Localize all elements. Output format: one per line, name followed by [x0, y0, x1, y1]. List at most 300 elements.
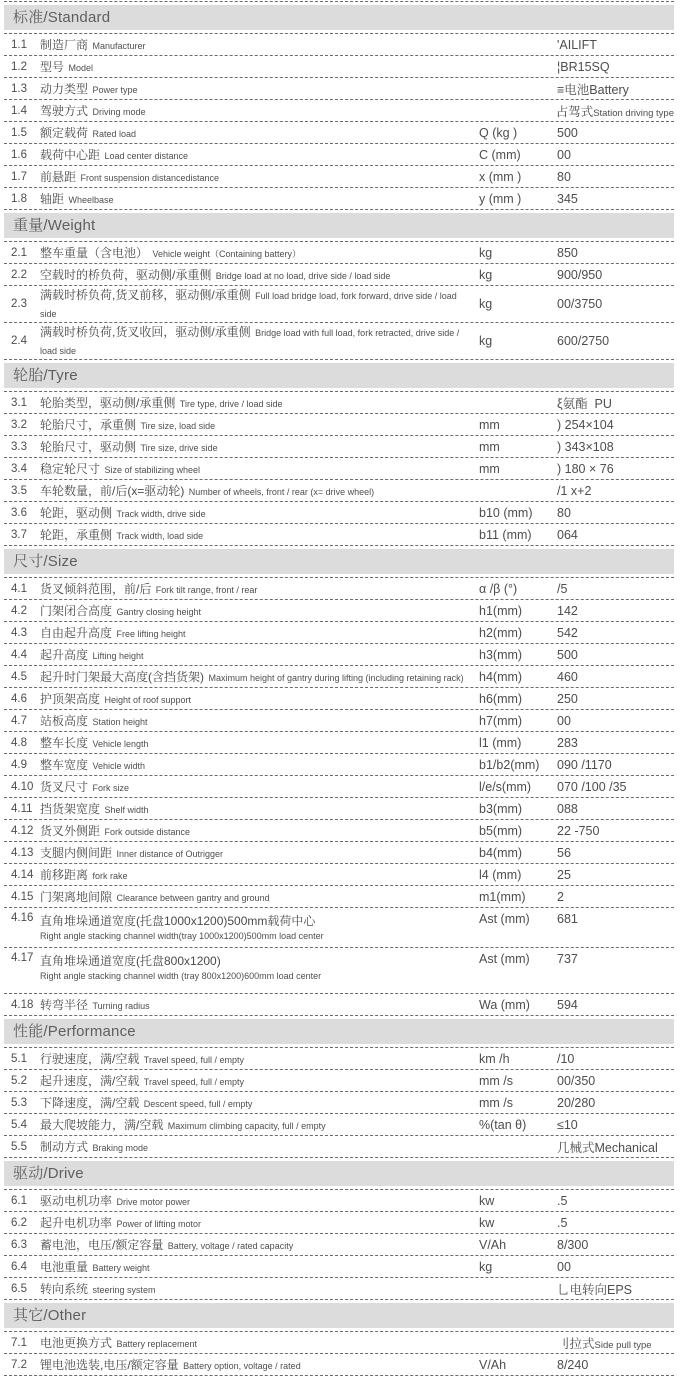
- row-label-en: Front suspension distancedistance: [80, 172, 220, 183]
- row-unit: kg: [479, 297, 493, 311]
- row-label-zh: 门架离地间隙: [40, 889, 113, 904]
- row-label: [40, 504, 479, 522]
- row-value-main: 090 /1170: [557, 757, 612, 772]
- table-row: [4, 776, 674, 798]
- table-row: [4, 1212, 674, 1234]
- row-label: [40, 416, 479, 434]
- row-label-en: Clearance between gantry and ground: [116, 892, 270, 903]
- row-label: [40, 168, 479, 186]
- section-header: 其它/Other: [4, 1303, 674, 1328]
- table-row: [4, 710, 674, 732]
- table-row: [4, 78, 674, 100]
- row-value-main: 542: [557, 625, 578, 640]
- row-number: 3.7: [11, 528, 27, 541]
- row-label-zh: 轴距: [40, 191, 65, 206]
- row-label-zh: 直角堆垛通道宽度(托盘800x1200): [40, 954, 221, 968]
- row-value-main: 500: [557, 125, 578, 140]
- row-unit: Wa (mm): [479, 997, 530, 1012]
- row-value-main: 681: [557, 912, 578, 926]
- row-label-zh: 轮距，承重侧: [40, 527, 113, 542]
- row-label: [40, 394, 479, 412]
- row-number: 4.15: [11, 890, 34, 903]
- row-value: [557, 462, 674, 476]
- table-row: [4, 994, 674, 1016]
- row-unit: h2(mm): [479, 625, 523, 640]
- row-label: [40, 822, 479, 840]
- row-value-main: /1 x+2: [557, 483, 592, 498]
- row-value-main: 25: [557, 867, 571, 882]
- row-value: [557, 1260, 674, 1274]
- section-header: 性能/Performance: [4, 1019, 674, 1044]
- row-number: 2.3: [11, 298, 27, 310]
- row-unit: kw: [479, 1215, 495, 1230]
- table-row: [4, 166, 674, 188]
- row-number: 6.1: [11, 1194, 27, 1207]
- table-row: [4, 414, 674, 436]
- row-unit: %(tan θ): [479, 1117, 527, 1132]
- row-number: 6.3: [11, 1238, 27, 1251]
- row-label: [40, 1280, 479, 1298]
- row-value: [557, 394, 674, 412]
- row-value-main: 00: [557, 713, 571, 728]
- row-unit: mm: [479, 417, 500, 432]
- row-label-zh: 最大爬坡能力，满/空载: [40, 1117, 164, 1132]
- row-number: 4.10: [11, 780, 34, 793]
- row-label-zh: 转弯半径: [40, 997, 89, 1012]
- row-value-main: ) 180 × 76: [557, 461, 614, 476]
- row-label-zh: 下降速度，满/空载: [40, 1095, 140, 1110]
- row-label: [40, 800, 479, 818]
- row-label: [40, 1214, 479, 1232]
- row-number: 4.16: [11, 912, 34, 924]
- row-value: [557, 648, 674, 662]
- row-label-zh: 直角堆垛通道宽度(托盘1000x1200)500mm载荷中心: [40, 914, 316, 928]
- row-value-main: 460: [557, 669, 578, 684]
- row-value: [557, 604, 674, 618]
- row-label: [40, 668, 479, 686]
- row-label-zh: 转向系统: [40, 1281, 89, 1296]
- row-number: 5.1: [11, 1052, 27, 1065]
- row-value-main: ≤10: [557, 1117, 578, 1132]
- row-label-zh: 起升时门架最大高度(含挡货架): [40, 669, 204, 684]
- row-number: 6.5: [11, 1282, 27, 1295]
- section-header-wrap: [4, 360, 674, 392]
- row-value: [557, 1118, 674, 1132]
- row-label-zh: 电池更换方式: [40, 1335, 113, 1350]
- row-value: [557, 297, 674, 311]
- row-unit: Q (kg ): [479, 125, 518, 140]
- row-value-main: 乚电转向EPS: [557, 1282, 633, 1297]
- row-number: 7.2: [11, 1358, 27, 1371]
- row-label-en: Height of roof support: [104, 694, 192, 705]
- row-number: 3.2: [11, 418, 27, 431]
- row-number: 5.5: [11, 1140, 27, 1153]
- row-label-en: Vehicle weight（Containing battery）: [152, 248, 302, 259]
- row-label-zh: 轮距，驱动侧: [40, 505, 113, 520]
- row-unit: x (mm ): [479, 169, 522, 184]
- row-label: [40, 756, 479, 774]
- row-value: [557, 484, 674, 498]
- table-row: [4, 56, 674, 78]
- row-label-en: Lifting height: [92, 650, 144, 661]
- row-value-main: 22 -750: [557, 823, 600, 838]
- row-number: 1.1: [11, 38, 27, 51]
- row-label-en: Travel speed, full / empty: [143, 1054, 245, 1065]
- row-value-main: 00/3750: [557, 297, 603, 311]
- row-value: [557, 780, 674, 794]
- row-value: [557, 170, 674, 184]
- section-header-wrap: [4, 2, 674, 34]
- row-label-en: Rated load: [92, 128, 137, 139]
- row-value-main: 几械式Mechanical: [557, 1140, 658, 1155]
- row-label: [40, 734, 479, 752]
- row-label-en: Wheelbase: [68, 194, 114, 205]
- row-label-en: Power of lifting motor: [116, 1218, 202, 1229]
- row-label: [40, 1094, 479, 1112]
- row-label: [40, 266, 479, 284]
- row-value-main: .5: [557, 1215, 568, 1230]
- table-row: [4, 1092, 674, 1114]
- row-value-main: 283: [557, 735, 578, 750]
- row-unit: b5(mm): [479, 823, 523, 838]
- row-unit: h6(mm): [479, 691, 523, 706]
- table-row: [4, 908, 674, 948]
- table-row: [4, 1190, 674, 1212]
- row-label: [40, 1236, 479, 1254]
- row-value-main: 345: [557, 191, 578, 206]
- row-value: [557, 126, 674, 140]
- row-label: [40, 912, 479, 941]
- row-value-main: 088: [557, 801, 578, 816]
- row-number: 4.17: [11, 952, 34, 964]
- row-label: [40, 80, 479, 98]
- row-unit: h3(mm): [479, 647, 523, 662]
- row-label-en: Descent speed, full / empty: [143, 1098, 253, 1109]
- row-number: 4.5: [11, 670, 27, 683]
- row-unit: b11 (mm): [479, 527, 532, 542]
- row-label-en: Tire size, load side: [140, 420, 216, 431]
- row-value-main: 500: [557, 647, 578, 662]
- row-value-main: 占驾式: [555, 104, 594, 119]
- row-unit: b1/b2(mm): [479, 757, 540, 772]
- row-label-zh: 稳定轮尺寸: [40, 461, 101, 476]
- table-row: [4, 886, 674, 908]
- table-row: [4, 820, 674, 842]
- row-value: [557, 1238, 674, 1252]
- row-label: [40, 244, 479, 262]
- row-label: [40, 1116, 479, 1134]
- row-label-en: Track width, load side: [116, 530, 204, 541]
- row-value-en: Station driving type: [593, 107, 674, 119]
- row-label-en: Maximum height of gantry during lifting (including retaining rack): [208, 672, 464, 683]
- row-label-zh: 门架闭合高度: [40, 603, 113, 618]
- section-header-wrap: [4, 546, 674, 578]
- row-label: [40, 286, 479, 322]
- row-label: [40, 952, 479, 981]
- row-value-main: 'AILIFT: [557, 37, 597, 52]
- row-label-zh: 型号: [40, 59, 65, 74]
- row-value-main: 80: [557, 169, 571, 184]
- row-unit: l4 (mm): [479, 867, 522, 882]
- row-value: [557, 1194, 674, 1208]
- row-value: [557, 506, 674, 520]
- row-value: [557, 626, 674, 640]
- row-value-main: 20/280: [557, 1095, 596, 1110]
- row-label: [40, 712, 479, 730]
- row-value: [557, 582, 674, 596]
- row-value: [557, 192, 674, 206]
- row-number: 2.2: [11, 268, 27, 281]
- row-label-zh: 满载时桥负荷,货叉收回，驱动侧/承重侧: [40, 325, 251, 339]
- row-label-en: Turning radius: [92, 1000, 150, 1011]
- row-label-en: Battery replacement: [116, 1338, 198, 1349]
- row-value: [557, 38, 674, 52]
- row-number: 4.9: [11, 758, 27, 771]
- table-row: [4, 754, 674, 776]
- row-value-main: ¦BR15SQ: [557, 59, 610, 74]
- row-unit: mm: [479, 439, 500, 454]
- row-value: [557, 824, 674, 838]
- row-value: [557, 528, 674, 542]
- table-row: [4, 458, 674, 480]
- row-label-en: Manufacturer: [92, 40, 146, 51]
- table-row: [4, 1332, 674, 1354]
- row-label-en: Full load bridge load, fork forward, drive side / load side: [40, 291, 457, 319]
- table-row: [4, 188, 674, 210]
- row-label-zh: 驾驶方式: [40, 103, 89, 118]
- section-header: 标准/Standard: [4, 5, 674, 30]
- table-row: [4, 1256, 674, 1278]
- row-value: [557, 952, 674, 966]
- row-label-en: Tire type, drive / load side: [179, 398, 283, 409]
- table-row: [4, 264, 674, 286]
- row-label-en: Inner distance of Outrigger: [116, 848, 224, 859]
- row-unit: km /h: [479, 1051, 510, 1066]
- row-label: [40, 438, 479, 456]
- row-value-en: Side pull type: [594, 1339, 652, 1351]
- row-label-en: Model: [68, 62, 93, 73]
- row-label-en: Fork tilt range, front / rear: [155, 584, 258, 595]
- row-value: [557, 1216, 674, 1230]
- row-label-en-line2: Right angle stacking channel width (tray 800x1200)600mm load center: [40, 971, 322, 981]
- row-label: [40, 482, 479, 500]
- row-label: [40, 778, 479, 796]
- row-value-main: 刂拉式: [557, 1336, 595, 1351]
- row-label-zh: 车轮数量，前/后(x=驱动轮): [40, 483, 185, 498]
- row-label-en: Maximum climbing capacity, full / empty: [167, 1120, 326, 1131]
- table-row: [4, 666, 674, 688]
- row-label-zh: 货叉外侧距: [40, 823, 101, 838]
- row-value: [557, 418, 674, 432]
- row-number: 4.2: [11, 604, 27, 617]
- row-value-main: .5: [557, 1193, 568, 1208]
- row-label-en: Vehicle width: [92, 760, 146, 771]
- row-value-main: 142: [557, 603, 578, 618]
- row-label: [40, 1334, 479, 1352]
- table-row: [4, 1136, 674, 1158]
- row-label-en: steering system: [92, 1284, 156, 1295]
- row-label-en: Tire size, drive side: [140, 442, 218, 453]
- row-value-main: 850: [557, 245, 578, 260]
- row-value: [557, 80, 674, 98]
- table-row: [4, 842, 674, 864]
- row-label: [40, 323, 479, 359]
- row-value-main: 8/240: [557, 1357, 589, 1372]
- row-label-en: Bridge load with full load, fork retracted, drive side / load side: [40, 328, 460, 356]
- row-value-main: ) 343×108: [557, 439, 614, 454]
- table-row: [4, 286, 674, 323]
- row-value-main: 900/950: [557, 267, 603, 282]
- row-label-en: Fork outside distance: [104, 826, 191, 837]
- row-number: 6.2: [11, 1216, 27, 1229]
- row-value: [557, 60, 674, 74]
- section-header-wrap: [4, 1158, 674, 1190]
- row-label: [40, 1072, 479, 1090]
- row-label-en: Fork size: [92, 782, 129, 793]
- row-value: [557, 268, 674, 282]
- row-value: [557, 1358, 674, 1372]
- row-label-zh: 动力类型: [40, 81, 89, 96]
- row-number: 5.2: [11, 1074, 27, 1087]
- row-label-zh: 蓄电池，电压/额定容量: [40, 1237, 164, 1252]
- row-value-main: 56: [557, 845, 571, 860]
- table-row: [4, 1114, 674, 1136]
- row-unit: Ast (mm): [479, 912, 530, 926]
- row-label-en: Battery, voltage / rated capacity: [167, 1240, 294, 1251]
- row-label: [40, 36, 479, 54]
- row-label-zh: 站板高度: [40, 713, 89, 728]
- table-row: [4, 948, 674, 994]
- row-label-zh: 行驶速度，满/空载: [40, 1051, 140, 1066]
- row-label: [40, 996, 479, 1014]
- row-value-main: 737: [557, 952, 578, 966]
- row-number: 1.3: [11, 82, 27, 95]
- row-label: [40, 460, 479, 478]
- section-header-wrap: [4, 210, 674, 242]
- table-row: [4, 392, 674, 414]
- row-label: [40, 1356, 479, 1374]
- row-value-main: 594: [557, 997, 578, 1012]
- row-label-en: Braking mode: [92, 1142, 148, 1153]
- row-label: [40, 526, 479, 544]
- row-unit: b3(mm): [479, 801, 523, 816]
- row-value: [557, 1280, 674, 1298]
- row-label: [40, 580, 479, 598]
- table-row: [4, 864, 674, 886]
- row-unit: kg: [479, 1259, 493, 1274]
- section-header: 驱动/Drive: [4, 1161, 674, 1186]
- row-value-main: 00: [557, 1259, 571, 1274]
- table-row: [4, 524, 674, 546]
- row-number: 6.4: [11, 1260, 27, 1273]
- row-label-en: Station height: [92, 716, 148, 727]
- row-value-main: /5: [557, 581, 568, 596]
- row-number: 3.6: [11, 506, 27, 519]
- row-label-en: Vehicle length: [92, 738, 149, 749]
- row-label-en: Gantry closing height: [116, 606, 202, 617]
- row-label-en: Travel speed, full / empty: [143, 1076, 245, 1087]
- row-value: [557, 868, 674, 882]
- row-number: 5.3: [11, 1096, 27, 1109]
- row-label-zh: 驱动电机功率: [40, 1193, 113, 1208]
- row-value-main: 250: [557, 691, 578, 706]
- row-label: [40, 1138, 479, 1156]
- row-unit: mm: [479, 461, 500, 476]
- row-label: [40, 866, 479, 884]
- row-label-zh: 整车重量（含电池）: [40, 245, 149, 260]
- table-row: [4, 122, 674, 144]
- table-row: [4, 502, 674, 524]
- row-value: [557, 736, 674, 750]
- table-row: [4, 732, 674, 754]
- row-value-main: ) 254×104: [557, 417, 614, 432]
- row-number: 4.18: [11, 998, 34, 1011]
- row-label: [40, 190, 479, 208]
- row-label-en: Bridge load at no load, drive side / load side: [215, 270, 391, 281]
- row-unit: b4(mm): [479, 845, 523, 860]
- row-label: [40, 690, 479, 708]
- row-unit: b10 (mm): [479, 505, 533, 520]
- row-number: 2.1: [11, 246, 27, 259]
- row-label-zh: 支腿内侧间距: [40, 845, 113, 860]
- row-number: 4.8: [11, 736, 27, 749]
- row-label: [40, 624, 479, 642]
- row-label-en: Power type: [92, 84, 138, 95]
- row-number: 4.14: [11, 868, 34, 881]
- row-label-zh: 整车宽度: [40, 757, 89, 772]
- row-label-zh: 制动方式: [40, 1139, 89, 1154]
- row-number: 4.13: [11, 846, 34, 859]
- row-label-zh: 整车长度: [40, 735, 89, 750]
- row-value: [557, 1096, 674, 1110]
- table-row: [4, 644, 674, 666]
- row-label-en-line2: Right angle stacking channel width(tray 1000x1200)500mm load center: [40, 931, 324, 941]
- section-header: 尺寸/Size: [4, 549, 674, 574]
- row-label-en: Free lifting height: [116, 628, 186, 639]
- row-number: 3.1: [11, 396, 27, 409]
- row-unit: C (mm): [479, 147, 521, 162]
- table-row: [4, 242, 674, 264]
- row-number: 2.4: [11, 335, 27, 347]
- row-label-zh: 起升速度，满/空载: [40, 1073, 140, 1088]
- table-row: [4, 622, 674, 644]
- row-number: 4.1: [11, 582, 27, 595]
- row-label-zh: 货叉倾斜范围，前/后: [40, 581, 152, 596]
- row-label: [40, 844, 479, 862]
- row-label-zh: 制造厂商: [40, 37, 89, 52]
- row-label-en: fork rake: [92, 870, 128, 881]
- row-label: [40, 646, 479, 664]
- table-row: [4, 1354, 674, 1376]
- row-value-main: ≡电池Battery: [557, 82, 629, 97]
- row-value: [557, 670, 674, 684]
- table-row: [4, 1278, 674, 1300]
- row-label-en: Battery option, voltage / rated: [183, 1360, 301, 1371]
- table-row: [4, 480, 674, 502]
- row-value-main: 600/2750: [557, 334, 610, 348]
- row-unit: α /β (°): [479, 581, 518, 596]
- row-number: 4.12: [11, 824, 34, 837]
- row-label-zh: 护顶架高度: [40, 691, 101, 706]
- row-label: [40, 1050, 479, 1068]
- section-header: 轮胎/Tyre: [4, 363, 674, 388]
- row-number: 4.3: [11, 626, 27, 639]
- row-value: [557, 692, 674, 706]
- row-number: 3.4: [11, 462, 27, 475]
- row-unit: l/e/s(mm): [479, 779, 532, 794]
- table-row: [4, 323, 674, 360]
- row-unit: y (mm ): [479, 191, 522, 206]
